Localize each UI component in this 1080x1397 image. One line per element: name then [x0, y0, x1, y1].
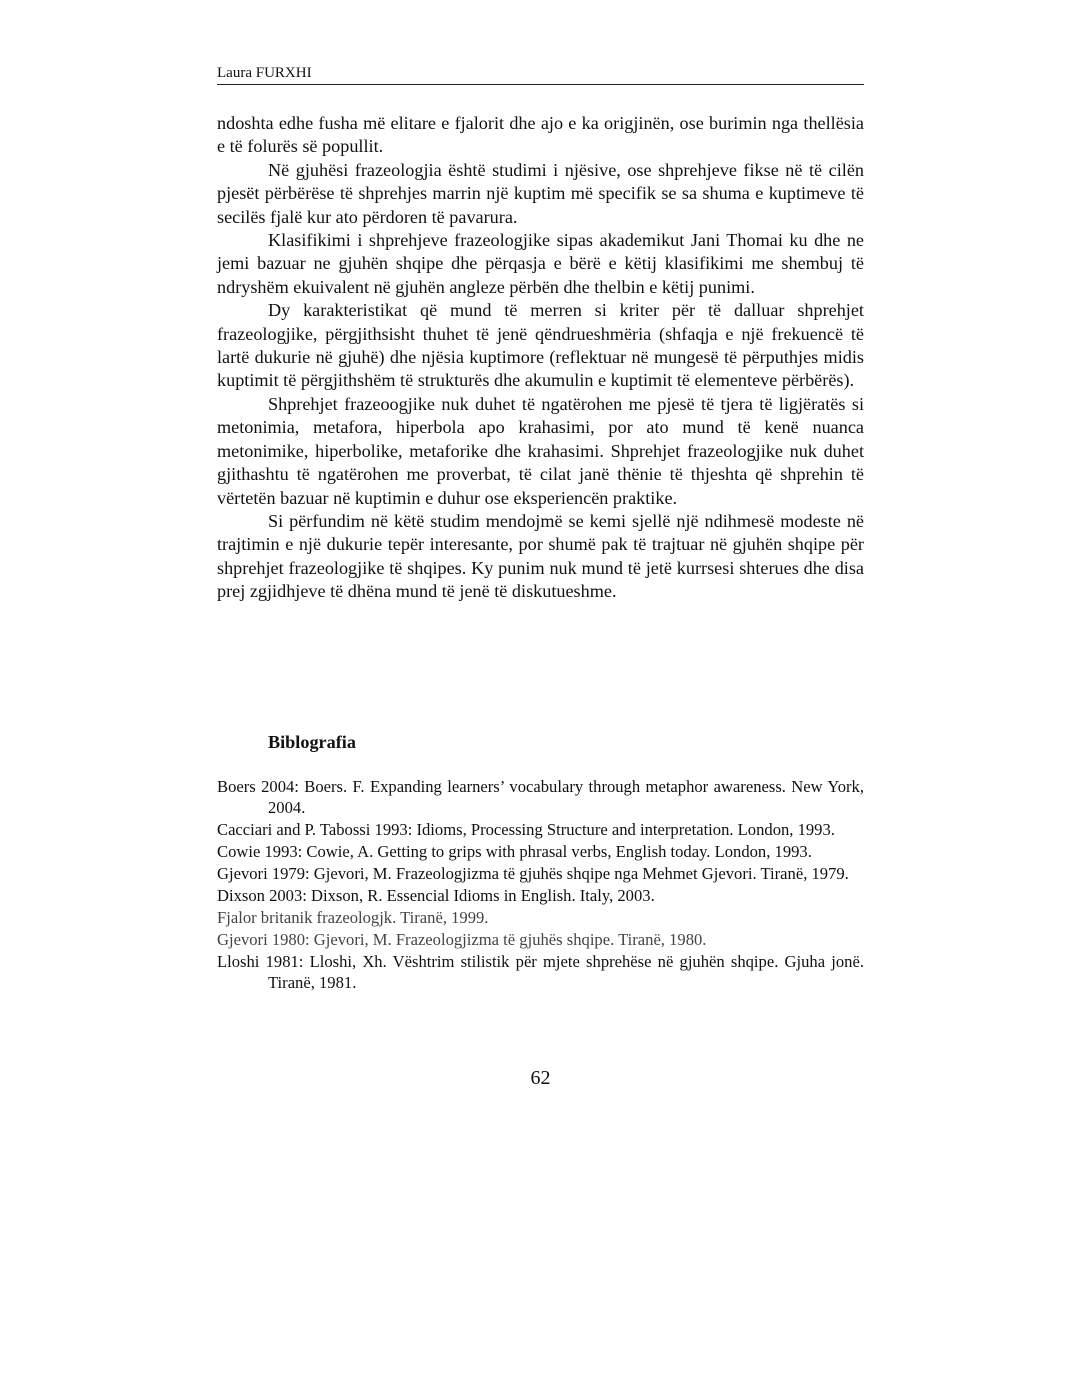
bibliography-entry: Fjalor britanik frazeologjk. Tiranë, 1999.: [217, 908, 489, 927]
bibliography-entry: Boers 2004: Boers. F. Expanding learners’ vocabulary through metaphor awareness. New York, 2004.: [217, 777, 864, 817]
bibliography-entry: Gjevori 1980: Gjevori, M. Frazeologjizma të gjuhës shqipe. Tiranë, 1980.: [217, 930, 707, 949]
page-number: 62: [530, 1067, 551, 1089]
bibliography-entry: Cowie 1993: Cowie, A. Getting to grips with phrasal verbs, English today. London, 1993.: [217, 842, 812, 861]
paragraph: Si përfundim në këtë studim mendojmë se kemi sjellë një ndihmesë modeste në trajtimin e një dukurie tepër interesante, por shumë pak të trajtuar në gjuhën shqipe për shprehjet frazeologjike të shqipes. Ky punim nuk mund të jetë kurrsesi shterues dhe disa prej zgjidhjeve të dhëna mund të jenë të diskutueshme.: [217, 510, 864, 602]
running-header-author: Laura FURXHI: [217, 64, 864, 85]
bibliography-entry: Dixson 2003: Dixson, R. Essencial Idioms in English. Italy, 2003.: [217, 886, 655, 905]
bibliography-list: [217, 776, 864, 993]
paragraph: Klasifikimi i shprehjeve frazeologjike sipas akademikut Jani Thomai ku dhe ne jemi bazuar ne gjuhën shqipe dhe përqasja e bërë e këtij klasifikimi me shembuj të ndryshëm ekuivalent në gjuhën angleze përbën dhe thelbin e këtij punimi.: [217, 230, 864, 297]
bibliography-heading: Biblografia: [268, 732, 356, 752]
bibliography-entry: Gjevori 1979: Gjevori, M. Frazeologjizma të gjuhës shqipe nga Mehmet Gjevori. Tiranë, 1979.: [217, 864, 849, 883]
bibliography-entry: Lloshi 1981: Lloshi, Xh. Vështrim stilistik për mjete shprehëse në gjuhën shqipe. Gjuha jonë. Tiranë, 1981.: [217, 952, 864, 992]
paragraph: ndoshta edhe fusha më elitare e fjalorit dhe ajo e ka origjinën, ose burimin nga thellësia e të folurës së popullit.: [217, 113, 864, 157]
paragraph: Në gjuhësi frazeologjia është studimi i njësive, ose shprehjeve fikse në të cilën pjesët përbërëse të shprehjes marrin një kuptim më specifik se sa shuma e kuptimeve të secilës fjalë kur ato përdoren të pavarura.: [217, 159, 864, 227]
bibliography-entry: Cacciari and P. Tabossi 1993: Idioms, Processing Structure and interpretation. London, 1993.: [217, 820, 835, 839]
body-text: [217, 112, 864, 604]
paragraph: Dy karakteristikat që mund të merren si kriter për të dalluar shprehjet frazeologjike, përgjithsisht thuhet të jenë qëndrueshmëria (shfaqja e një frekuencë të lartë dukurie në gjuhë) dhe njësia kuptimore (reflektuar në mungesë të përputhjes midis kuptimit të përgjithshëm të strukturës dhe akumulin e kuptimit të elementeve përbërës).: [217, 300, 864, 391]
paragraph: Shprehjet frazeoogjike nuk duhet të ngatërohen me pjesë të tjera të ligjëratës si metonimia, metafora, hiperbola apo krahasimi, por ato mund të kenë nuanca metonimike, hiperbolike, metaforike dhe krahasimi. Shprehjet frazeologjike nuk duhet gjithashtu të ngatërohen me proverbat, të cilat janë thënie të thjeshta që shprehin të vërtetën bazuar në kuptimin e duhur ose eksperiencën praktike.: [217, 393, 864, 508]
